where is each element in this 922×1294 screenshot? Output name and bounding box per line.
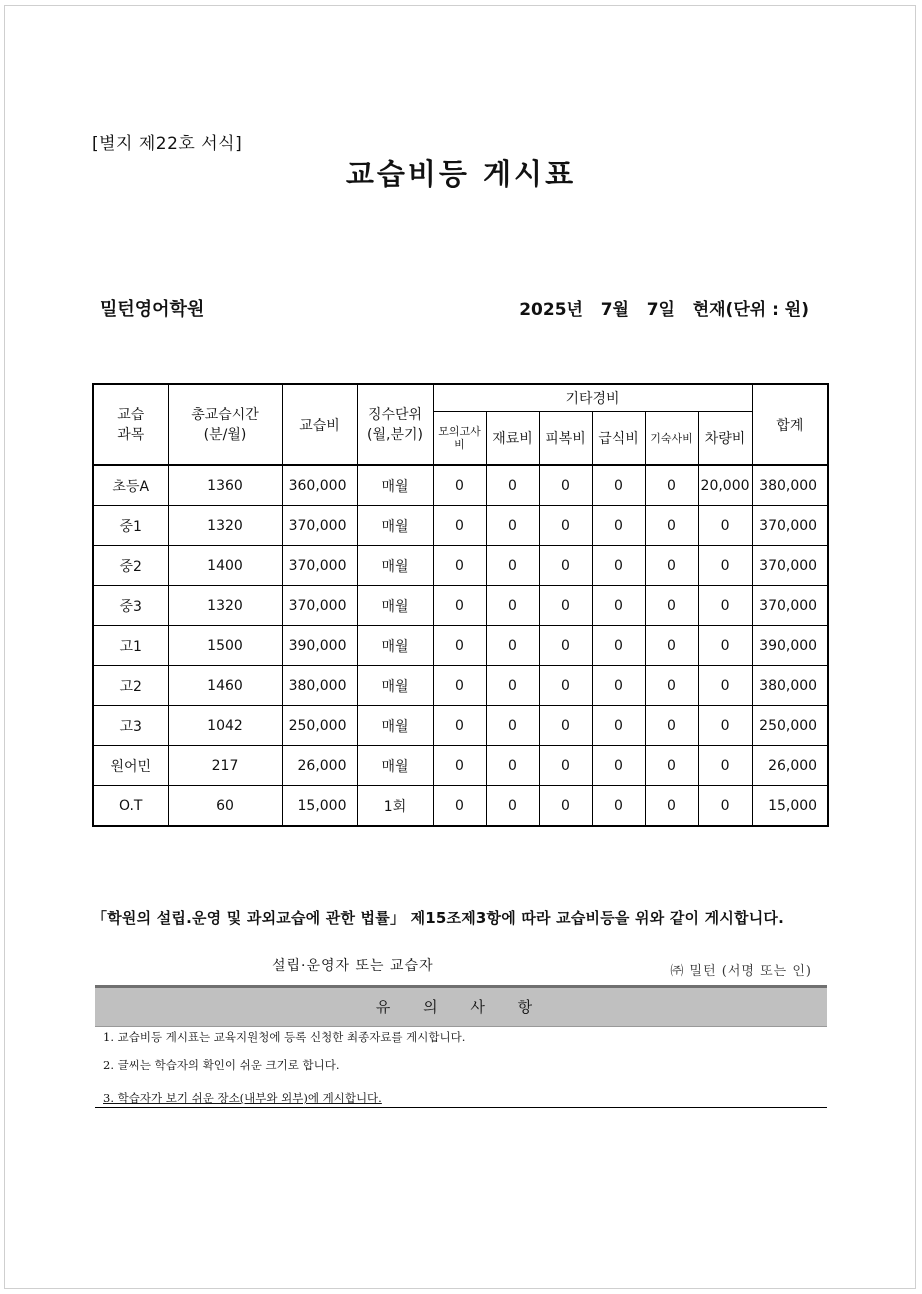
cell-unit: 매월 — [357, 506, 433, 546]
cell-unit: 매월 — [357, 586, 433, 626]
note-item: 2. 글씨는 학습자의 확인이 쉬운 크기로 합니다. — [103, 1058, 340, 1072]
header-other-expenses: 기타경비 — [433, 384, 752, 412]
header-materials: 재료비 — [486, 412, 539, 466]
cell-dormitory: 0 — [645, 706, 698, 746]
cell-total: 250,000 — [752, 706, 828, 746]
cell-mock-exam: 0 — [433, 626, 486, 666]
cell-hours: 60 — [168, 786, 282, 827]
cell-unit: 매월 — [357, 706, 433, 746]
cell-tuition: 370,000 — [282, 586, 357, 626]
date-and-unit: 2025년 7월 7일 현재(단위 : 원) — [519, 300, 809, 320]
cell-subject: 원어민 — [93, 746, 168, 786]
table-row — [93, 586, 828, 626]
cell-hours: 1360 — [168, 465, 282, 506]
header-collection-unit — [357, 384, 433, 465]
cell-vehicle: 0 — [698, 506, 752, 546]
cell-tuition: 390,000 — [282, 626, 357, 666]
cell-dormitory: 0 — [645, 666, 698, 706]
note-item-text: 3. 학습자가 보기 쉬운 장소(내부와 외부)에 게시합니다. — [103, 1091, 382, 1105]
cell-hours: 1320 — [168, 506, 282, 546]
cell-subject: O.T — [93, 786, 168, 827]
cell-tuition: 360,000 — [282, 465, 357, 506]
cell-meals: 0 — [592, 546, 645, 586]
cell-tuition: 370,000 — [282, 506, 357, 546]
cell-uniform: 0 — [539, 786, 592, 827]
table-row — [93, 626, 828, 666]
notes-bottom-rule — [95, 1107, 827, 1108]
document-title: 교습비등 게시표 — [345, 157, 577, 191]
cell-meals: 0 — [592, 746, 645, 786]
header-uniform: 피복비 — [539, 412, 592, 466]
cell-hours: 1042 — [168, 706, 282, 746]
cell-unit: 매월 — [357, 626, 433, 666]
cell-dormitory: 0 — [645, 546, 698, 586]
header-subject-text: 교습 과목 — [117, 406, 145, 443]
cell-total: 390,000 — [752, 626, 828, 666]
cell-total: 380,000 — [752, 465, 828, 506]
header-total: 합계 — [752, 384, 828, 465]
cell-total: 26,000 — [752, 746, 828, 786]
cell-meals: 0 — [592, 506, 645, 546]
cell-uniform: 0 — [539, 506, 592, 546]
cell-tuition: 15,000 — [282, 786, 357, 827]
cell-uniform: 0 — [539, 706, 592, 746]
cell-vehicle: 0 — [698, 786, 752, 827]
cell-uniform: 0 — [539, 546, 592, 586]
cell-vehicle: 0 — [698, 546, 752, 586]
cell-dormitory: 0 — [645, 586, 698, 626]
academy-name: 밀턴영어학원 — [100, 299, 205, 320]
cell-total: 380,000 — [752, 666, 828, 706]
cell-dormitory: 0 — [645, 506, 698, 546]
cell-mock-exam: 0 — [433, 586, 486, 626]
cell-hours: 1500 — [168, 626, 282, 666]
cell-vehicle: 0 — [698, 746, 752, 786]
cell-subject: 고1 — [93, 626, 168, 666]
notes-header: 유 의 사 항 — [95, 985, 827, 1027]
cell-materials: 0 — [486, 546, 539, 586]
cell-uniform: 0 — [539, 626, 592, 666]
cell-tuition: 370,000 — [282, 546, 357, 586]
cell-dormitory: 0 — [645, 746, 698, 786]
table-row — [93, 546, 828, 586]
table-row — [93, 465, 828, 506]
cell-subject: 중2 — [93, 546, 168, 586]
cell-meals: 0 — [592, 706, 645, 746]
header-total-hours — [168, 384, 282, 465]
cell-unit: 매월 — [357, 666, 433, 706]
cell-total: 370,000 — [752, 586, 828, 626]
cell-mock-exam: 0 — [433, 465, 486, 506]
cell-materials: 0 — [486, 465, 539, 506]
cell-tuition: 380,000 — [282, 666, 357, 706]
cell-vehicle: 0 — [698, 626, 752, 666]
header-mock-exam: 모의고사비 — [433, 412, 486, 466]
table-row — [93, 786, 828, 827]
cell-unit: 1회 — [357, 786, 433, 827]
table-row — [93, 506, 828, 546]
cell-mock-exam: 0 — [433, 706, 486, 746]
cell-mock-exam: 0 — [433, 746, 486, 786]
cell-hours: 1460 — [168, 666, 282, 706]
cell-meals: 0 — [592, 666, 645, 706]
cell-subject: 중3 — [93, 586, 168, 626]
cell-dormitory: 0 — [645, 465, 698, 506]
cell-vehicle: 0 — [698, 666, 752, 706]
cell-uniform: 0 — [539, 666, 592, 706]
cell-unit: 매월 — [357, 746, 433, 786]
signature-line: ㈜ 밀턴 (서명 또는 인) — [670, 964, 812, 979]
cell-materials: 0 — [486, 786, 539, 827]
cell-mock-exam: 0 — [433, 786, 486, 827]
cell-hours: 217 — [168, 746, 282, 786]
cell-materials: 0 — [486, 506, 539, 546]
header-meals: 급식비 — [592, 412, 645, 466]
note-item: 1. 교습비등 게시표는 교육지원청에 등록 신청한 최종자료를 게시합니다. — [103, 1030, 466, 1044]
legal-statement: 「학원의 설립.운영 및 과외교습에 관한 법률」 제15조제3항에 따라 교습비등을 위와 같이 게시합니다. — [92, 909, 784, 927]
cell-total: 370,000 — [752, 546, 828, 586]
header-total-hours-text: 총교습시간 (분/월) — [191, 406, 259, 443]
header-vehicle: 차량비 — [698, 412, 752, 466]
cell-subject: 중1 — [93, 506, 168, 546]
cell-mock-exam: 0 — [433, 546, 486, 586]
cell-dormitory: 0 — [645, 626, 698, 666]
note-item — [95, 1090, 382, 1106]
cell-materials: 0 — [486, 626, 539, 666]
cell-meals: 0 — [592, 586, 645, 626]
cell-materials: 0 — [486, 746, 539, 786]
cell-meals: 0 — [592, 465, 645, 506]
table-row — [93, 706, 828, 746]
cell-meals: 0 — [592, 786, 645, 827]
cell-vehicle: 0 — [698, 586, 752, 626]
cell-materials: 0 — [486, 706, 539, 746]
header-subject — [93, 384, 168, 465]
cell-unit: 매월 — [357, 546, 433, 586]
cell-vehicle: 0 — [698, 706, 752, 746]
header-tuition: 교습비 — [282, 384, 357, 465]
cell-dormitory: 0 — [645, 786, 698, 827]
cell-total: 15,000 — [752, 786, 828, 827]
cell-hours: 1320 — [168, 586, 282, 626]
cell-tuition: 250,000 — [282, 706, 357, 746]
operator-label: 설립·운영자 또는 교습자 — [272, 958, 434, 974]
header-dormitory: 기숙사비 — [645, 412, 698, 466]
cell-materials: 0 — [486, 666, 539, 706]
form-number: [별지 제22호 서식] — [92, 134, 243, 154]
cell-uniform: 0 — [539, 465, 592, 506]
cell-subject: 초등A — [93, 465, 168, 506]
cell-subject: 고2 — [93, 666, 168, 706]
cell-tuition: 26,000 — [282, 746, 357, 786]
cell-hours: 1400 — [168, 546, 282, 586]
cell-meals: 0 — [592, 626, 645, 666]
cell-subject: 고3 — [93, 706, 168, 746]
cell-unit: 매월 — [357, 465, 433, 506]
fee-table — [92, 383, 829, 827]
cell-vehicle: 20,000 — [698, 465, 752, 506]
cell-mock-exam: 0 — [433, 506, 486, 546]
table-row — [93, 746, 828, 786]
cell-total: 370,000 — [752, 506, 828, 546]
cell-uniform: 0 — [539, 586, 592, 626]
header-collection-unit-text: 징수단위 (월,분기) — [367, 406, 423, 443]
cell-materials: 0 — [486, 586, 539, 626]
cell-mock-exam: 0 — [433, 666, 486, 706]
table-row — [93, 666, 828, 706]
cell-uniform: 0 — [539, 746, 592, 786]
